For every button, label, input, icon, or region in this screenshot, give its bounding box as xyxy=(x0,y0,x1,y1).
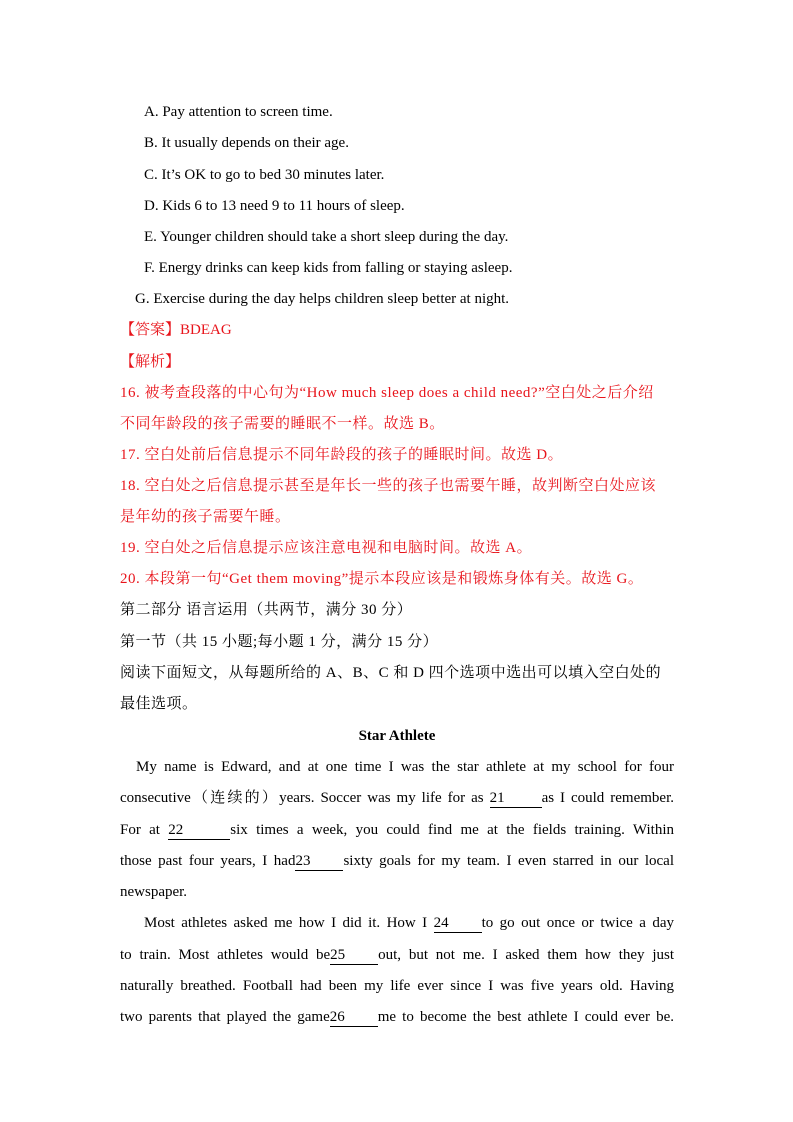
blank-24: 24 xyxy=(434,915,482,933)
option-b: B. It usually depends on their age. xyxy=(144,135,349,151)
section-instructions: 阅读下面短文，从每题所给的 A、B、C 和 D 四个选项中选出可以填入空白处的 xyxy=(120,665,662,681)
option-c: C. It’s OK to go to bed 30 minutes later. xyxy=(144,167,385,183)
section-subsection-heading: 第一节（共 15 小题;每小题 1 分，满分 15 分） xyxy=(120,634,439,650)
answer-value: BDEAG xyxy=(180,322,232,338)
option-f: F. Energy drinks can keep kids from falling or staying asleep. xyxy=(144,260,513,276)
passage-p2-line3: naturally breathed. Football had been my life ever since I was five years old. Having xyxy=(120,978,674,994)
passage-text: Most athletes asked me how I did it. How I xyxy=(144,915,428,931)
passage-text: two parents that played the game xyxy=(120,1009,330,1025)
blank-22: 22 xyxy=(168,822,230,840)
analysis-item-18-cont: 是年幼的孩子需要午睡。 xyxy=(120,509,291,525)
blank-23: 23 xyxy=(295,853,343,871)
analysis-item-16: 16. 被考查段落的中心句为“How much sleep does a child need?”空白处之后介绍 xyxy=(120,385,654,401)
blank-26: 26 xyxy=(330,1009,378,1027)
passage-text: me to become the best athlete I could ever be. xyxy=(377,1009,674,1025)
passage-text: out, but not me. I asked them how they just xyxy=(378,947,674,963)
analysis-item-16-cont: 不同年龄段的孩子需要的睡眠不一样。故选 B。 xyxy=(120,416,445,432)
passage-text: six times a week, you could find me at the fields training. Within xyxy=(230,822,674,838)
passage-text: those past four years, I had xyxy=(120,853,296,869)
passage-p1-line5: newspaper. xyxy=(120,884,188,900)
section-instructions-cont: 最佳选项。 xyxy=(120,696,198,712)
option-e: E. Younger children should take a short sleep during the day. xyxy=(144,229,509,245)
passage-text: as I could remember. xyxy=(541,790,674,806)
option-d: D. Kids 6 to 13 need 9 to 11 hours of sleep. xyxy=(144,198,405,214)
passage-text: to go out once or twice a day xyxy=(481,915,674,931)
passage-text: sixty goals for my team. I even starred in our local xyxy=(343,853,674,869)
blank-25: 25 xyxy=(330,947,378,965)
analysis-item-17: 17. 空白处前后信息提示不同年龄段的孩子的睡眠时间。故选 D。 xyxy=(120,447,564,463)
answer-line xyxy=(120,320,674,340)
passage-title: Star Athlete xyxy=(358,728,436,744)
analysis-item-18: 18. 空白处之后信息提示甚至是年长一些的孩子也需要午睡，故判断空白处应该 xyxy=(120,478,657,494)
answer-label: 【答案】 xyxy=(120,322,181,338)
passage-text: to train. Most athletes would be xyxy=(120,947,331,963)
option-g: G. Exercise during the day helps children sleep better at night. xyxy=(135,291,510,307)
passage-p2-line2 xyxy=(120,945,674,965)
blank-21: 21 xyxy=(490,790,542,808)
passage-p2-line4 xyxy=(120,1007,674,1027)
analysis-item-19: 19. 空白处之后信息提示应该注意电视和电脑时间。故选 A。 xyxy=(120,540,533,556)
option-a: A. Pay attention to screen time. xyxy=(144,104,333,120)
passage-text: consecutive（连续的）years. Soccer was my life for as xyxy=(120,790,484,806)
passage-text: For at xyxy=(120,822,160,838)
passage-p1-line2 xyxy=(120,788,674,808)
analysis-item-20: 20. 本段第一句“Get them moving”提示本段应该是和锻炼身体有关。故选 G。 xyxy=(120,571,644,587)
passage-p1-line3 xyxy=(120,820,674,840)
passage-p2-line1 xyxy=(120,913,674,933)
passage-p1-line4 xyxy=(120,851,674,871)
section-part-heading: 第二部分 语言运用（共两节，满分 30 分） xyxy=(120,602,413,618)
passage-p1-line1: My name is Edward, and at one time I was the star athlete at my school for four xyxy=(136,759,674,775)
analysis-label: 【解析】 xyxy=(120,354,181,370)
